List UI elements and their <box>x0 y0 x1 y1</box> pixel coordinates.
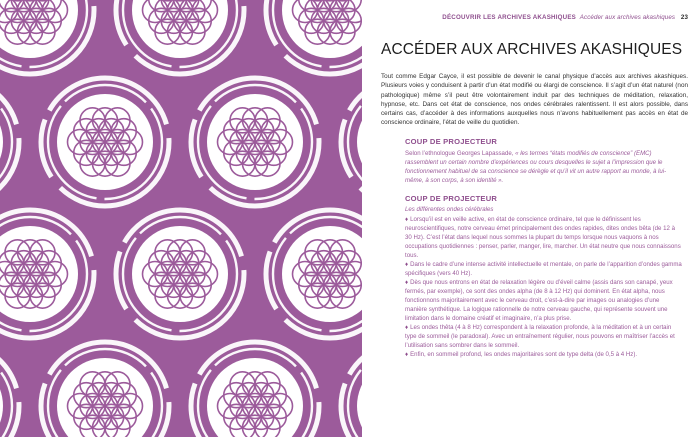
spotlight-title-1: COUP DE PROJECTEUR <box>405 136 498 146</box>
diamond-bullet-icon: ♦ <box>405 350 409 358</box>
spotlight-quote <box>405 149 682 185</box>
text-page <box>362 0 700 437</box>
spotlight-subtitle: Les différentes ondes cérébrales <box>405 205 494 213</box>
spotlight-quote-text: « les termes “états modifiés de conscience” (EMC) rassemblent un certain nombre d’expériences ou cours desquelles le sujet a l’impression que le fonctionnement habituel de sa conscience se dérègle et qu’il vit un autre rapport au monde, à lui-même, à son corps, à son identité ». <box>405 149 667 184</box>
intro-text: Tout comme Edgar Cayce, il est possible de devenir le canal physique d’accès aux archives akashiques. Plusieurs voies y conduisent à partir d’un état modifié ou élargi de conscience. Il s’agit d’un état naturel (non pathologique) même s’il peut être volontairement induit par des techniques de méditation, relaxation, hypnose, etc. Dans cet état de conscience, nos ondes cérébrales ralentissent. Il est alors possible, dans certains cas, d’accéder à des informations auxquelles nous n’avons habituellement pas accès en état de conscience ordinaire, l’état de veille du quotidien. <box>381 73 688 127</box>
diamond-bullet-icon: ♦ <box>405 260 409 268</box>
spotlight-lead: Selon l’ethnologue Georges Lapassade, <box>405 149 516 157</box>
running-head-section: DÉCOUVRIR LES ARCHIVES AKASHIQUES <box>442 14 576 21</box>
spotlight-box-2 <box>405 194 682 359</box>
diamond-bullet-icon: ♦ <box>405 323 409 331</box>
brainwave-list <box>405 215 682 359</box>
spotlight-box-1 <box>405 137 682 185</box>
chapter-title: ACCÉDER AUX ARCHIVES AKASHIQUES <box>381 41 683 58</box>
page-number: 23 <box>680 14 688 21</box>
diamond-bullet-icon: ♦ <box>405 278 409 286</box>
diamond-bullet-icon: ♦ <box>405 215 409 223</box>
list-item: ♦ Dès que nous entrons en état de relaxation légère ou d’éveil calme (assis dans son canapé, yeux fermés, par exemple), ce sont des ondes alpha (de 8 à 12 Hz) qui dominent. En état alpha, nous fonctionnons majoritairement avec le cerveau droit, c’est-à-dire par images ou analogies d’une manière synthétique. La logique rationnelle de notre cerveau gauche, qui représente souvent une limitation dans le domaine créatif et imaginaire, n’a plus prise. <box>405 278 673 322</box>
list-item: ♦ Les ondes thêta (4 à 8 Hz) correspondent à la relaxation profonde, à la méditation et à un certain type de sommeil (le paradoxal). Avec un entraînement régulier, nous pouvons en maîtriser l’accès et l’utilisation sans sombrer dans le sommeil. <box>405 323 675 349</box>
spotlight-title-2: COUP DE PROJECTEUR <box>405 193 498 203</box>
list-item: ♦ Dans le cadre d’une intense activité intellectuelle et mentale, on parle de l’apparition d’ondes gamma spécifiques (vers 40 Hz). <box>405 260 682 277</box>
running-head <box>381 14 688 21</box>
list-item: ♦ Enfin, en sommeil profond, les ondes majoritaires sont de type delta (de 0,5 à 4 Hz). <box>405 350 638 358</box>
intro-paragraph <box>381 72 688 128</box>
list-item: ♦ Lorsqu’il est en veille active, en état de conscience ordinaire, tel que le définissent les neuroscientifiques, notre cerveau émet principalement des ondes rapides, dites ondes bêta (de 12 à 30 Hz). C’est l’état dans lequel nous sommes la plupart du temps lorsque nous vaquons à nos occupations quotidiennes : penser, parler, manger, lire, marcher. Un état neutre que nous connaissons tous. <box>405 215 681 259</box>
running-head-subtitle: Accéder aux archives akashiques <box>579 14 676 21</box>
